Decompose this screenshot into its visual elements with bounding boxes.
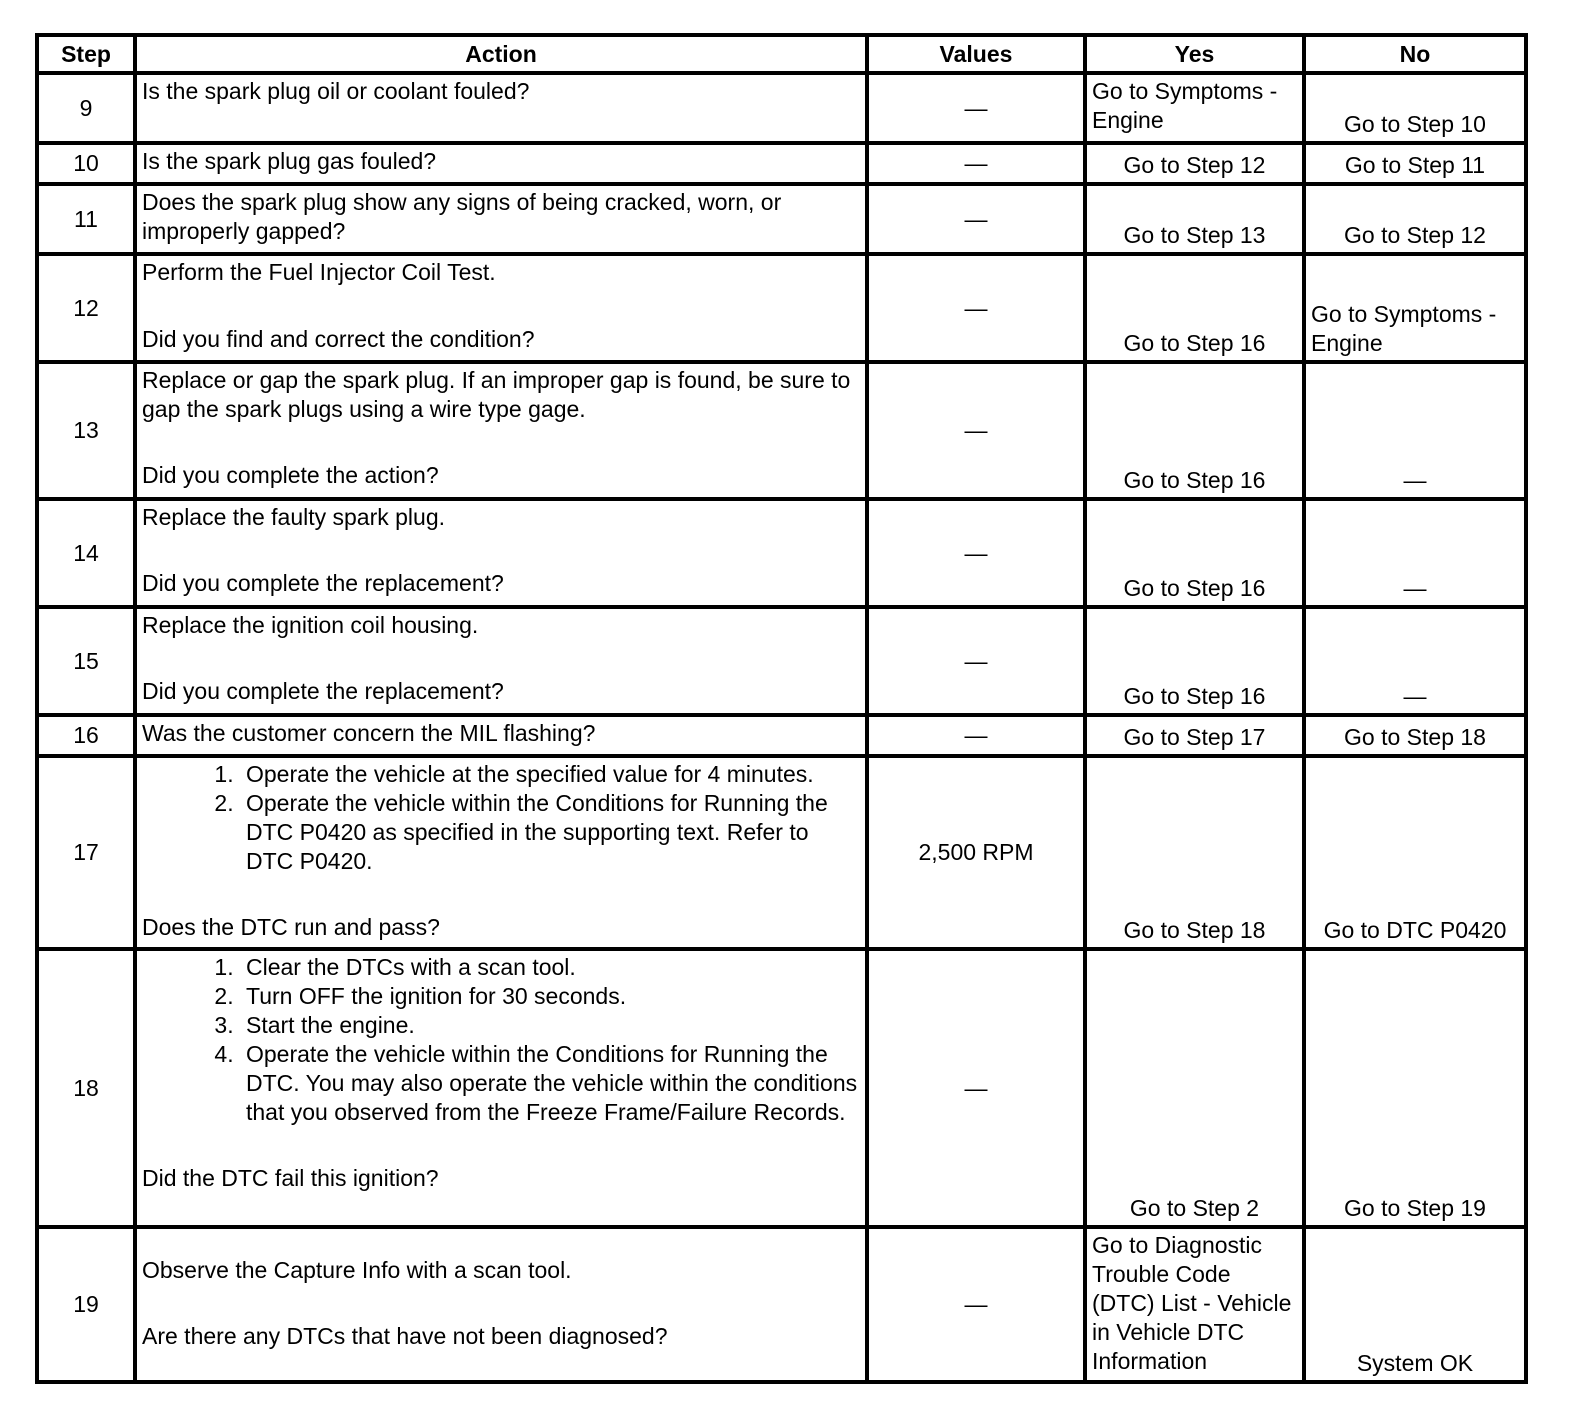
list-item: 3. Start the engine. [240,1011,861,1040]
action-cell [135,715,867,756]
step-number: 11 [37,184,135,254]
value-cell: — [867,607,1085,715]
list-item: 4. Operate the vehicle within the Conditions for Running the DTC. You may also operate the vehicle within the conditions that you observed from the Freeze Frame/Failure Records. [240,1040,861,1127]
step-number: 12 [37,254,135,362]
yes-cell: Go to Symptoms - Engine [1085,73,1304,143]
action-cell [135,756,867,949]
action-text: Is the spark plug gas fouled? [142,148,437,174]
step-number: 15 [37,607,135,715]
step-number: 9 [37,73,135,143]
value-cell: — [867,499,1085,607]
action-text: Replace or gap the spark plug. If an improper gap is found, be sure to gap the spark plugs using a wire type gage. [142,367,851,422]
table-row [37,499,1526,607]
action-cell [135,254,867,362]
value-cell: — [867,143,1085,184]
list-item: 2. Turn OFF the ignition for 30 seconds. [240,982,861,1011]
table-row [37,1227,1526,1382]
yes-cell: Go to Step 16 [1085,254,1304,362]
yes-cell: Go to Step 17 [1085,715,1304,756]
no-cell: — [1304,362,1526,499]
action-question: Did you complete the action? [142,462,439,488]
yes-cell: Go to Step 16 [1085,607,1304,715]
action-steps-list [142,760,861,876]
action-text: Replace the ignition coil housing. [142,612,479,638]
no-cell: Go to Step 10 [1304,73,1526,143]
yes-cell: Go to Step 12 [1085,143,1304,184]
value-cell: 2,500 RPM [867,756,1085,949]
table-row [37,254,1526,362]
column-header-yes: Yes [1085,35,1304,73]
yes-cell: Go to Step 18 [1085,756,1304,949]
yes-cell: Go to Step 16 [1085,499,1304,607]
table-row [37,715,1526,756]
action-text: Is the spark plug oil or coolant fouled? [142,78,530,104]
action-question: Did you complete the replacement? [142,570,504,596]
value-cell: — [867,362,1085,499]
table-row [37,362,1526,499]
column-header-step: Step [37,35,135,73]
header-row [37,35,1526,73]
action-cell [135,1227,867,1382]
step-number: 16 [37,715,135,756]
table-row [37,756,1526,949]
value-cell: — [867,184,1085,254]
action-cell [135,362,867,499]
no-cell: — [1304,607,1526,715]
no-cell: — [1304,499,1526,607]
step-number: 19 [37,1227,135,1382]
action-text: Observe the Capture Info with a scan tool. [142,1257,572,1283]
table-row [37,949,1526,1227]
no-cell: System OK [1304,1227,1526,1382]
no-cell: Go to Symptoms - Engine [1304,254,1526,362]
step-number: 13 [37,362,135,499]
action-question: Does the DTC run and pass? [142,914,440,940]
no-cell: Go to Step 18 [1304,715,1526,756]
list-item: 1. Clear the DTCs with a scan tool. [240,953,861,982]
value-cell: — [867,715,1085,756]
table-row [37,184,1526,254]
action-steps-list [142,953,861,1127]
no-cell: Go to Step 19 [1304,949,1526,1227]
action-question: Did you find and correct the condition? [142,326,535,352]
action-question: Are there any DTCs that have not been diagnosed? [142,1323,668,1349]
step-number: 14 [37,499,135,607]
table-row [37,607,1526,715]
action-question: Did the DTC fail this ignition? [142,1165,439,1191]
no-cell: Go to Step 12 [1304,184,1526,254]
action-cell [135,607,867,715]
action-cell [135,143,867,184]
action-question: Did you complete the replacement? [142,678,504,704]
step-number: 18 [37,949,135,1227]
action-cell [135,949,867,1227]
step-number: 17 [37,756,135,949]
yes-cell: Go to Step 16 [1085,362,1304,499]
yes-cell: Go to Diagnostic Trouble Code (DTC) List - Vehicle in Vehicle DTC Information [1085,1227,1304,1382]
action-text: Replace the faulty spark plug. [142,504,446,530]
list-item: 2. Operate the vehicle within the Conditions for Running the DTC P0420 as specified in the supporting text. Refer to DTC P0420. [240,789,861,876]
list-item: 1. Operate the vehicle at the specified value for 4 minutes. [240,760,861,789]
value-cell: — [867,254,1085,362]
value-cell: — [867,73,1085,143]
column-header-action: Action [135,35,867,73]
action-cell [135,499,867,607]
yes-cell: Go to Step 2 [1085,949,1304,1227]
diagnostic-table [35,33,1528,1384]
no-cell: Go to Step 11 [1304,143,1526,184]
action-text: Was the customer concern the MIL flashing? [142,720,596,746]
table-row [37,73,1526,143]
table-row [37,143,1526,184]
action-cell [135,184,867,254]
step-number: 10 [37,143,135,184]
action-text: Does the spark plug show any signs of being cracked, worn, or improperly gapped? [142,189,782,244]
column-header-no: No [1304,35,1526,73]
value-cell: — [867,1227,1085,1382]
yes-cell: Go to Step 13 [1085,184,1304,254]
action-cell [135,73,867,143]
column-header-values: Values [867,35,1085,73]
value-cell: — [867,949,1085,1227]
no-cell: Go to DTC P0420 [1304,756,1526,949]
action-text: Perform the Fuel Injector Coil Test. [142,259,496,285]
